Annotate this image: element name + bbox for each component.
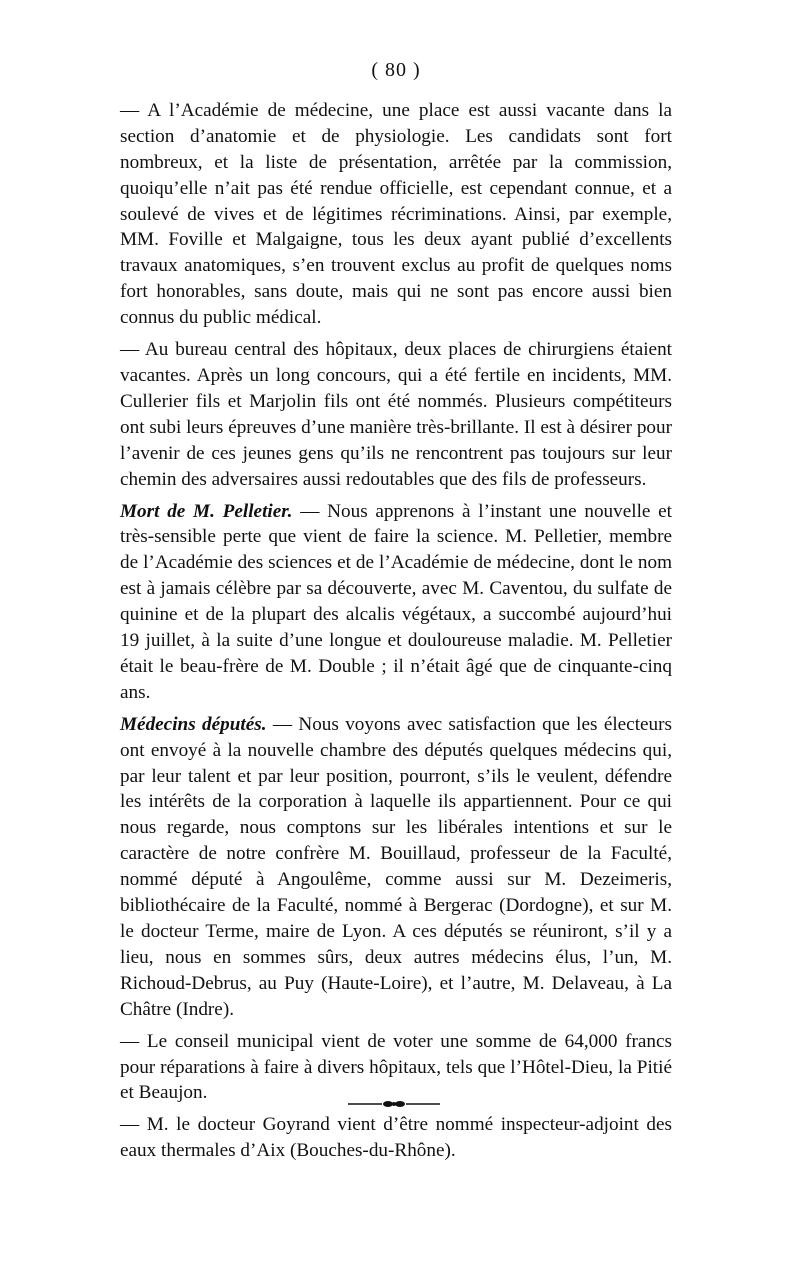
page-body (120, 58, 672, 1170)
paragraph-text: — Nous voyons avec satisfaction que les électeurs ont envoyé à la nouvelle chambre des députés quelques médecins qui, par leur talent et par leur position, pourront, s’ils le veulent, défendre les intérêts de la corporation à laquelle ils appartiennent. Pour ce qui nous regarde, nous comptons sur les libérales intentions et sur le caractère de notre confrère M. Bouillaud, professeur de la Faculté, nommé député à Angoulême, comme aussi sur M. Dezeimeris, bibliothécaire de la Faculté, nommé à Bergerac (Dordogne), et sur M. le docteur Terme, maire de Lyon. A ces députés se réuniront, s’il y a lieu, nous en sommes sûrs, deux autres médecins élus, l’un, M. Richoud-Debrus, au Puy (Haute-Loire), et l’autre, M. Delaveau, à La Châtre (Indre). (120, 713, 672, 1020)
paragraph-mort-pelletier (120, 499, 672, 706)
end-ornament (348, 1100, 440, 1108)
paragraph-medecins-deputes (120, 712, 672, 1023)
paragraph-bureau-central (120, 337, 672, 492)
paragraph-text: — Le conseil municipal vient de voter une somme de 64,000 francs pour réparations à faire à divers hôpitaux, tels que l’Hôtel-Dieu, la Pitié et Beaujon. (120, 1030, 672, 1104)
paragraph-goyrand (120, 1112, 672, 1164)
paragraph-heading: Mort de M. Pelletier. (120, 500, 293, 522)
paragraph-text: — M. le docteur Goyrand vient d’être nommé inspecteur-adjoint des eaux thermales d’Aix (Bouches-du-Rhône). (120, 1114, 672, 1162)
paragraph-text: — Au bureau central des hôpitaux, deux places de chirurgiens étaient vacantes. Après un long concours, qui a été fertile en incidents, MM. Cullerier fils et Marjolin fils ont été nommés. Plusieurs compétiteurs ont subi leurs épreuves d’une manière très-brillante. Il est à désirer pour l’avenir de ces jeunes gens qu’ils ne rencontrent pas toujours sur leur chemin des adversaires aussi redoutables que des fils de professeurs. (120, 339, 672, 490)
paragraph-heading: Médecins députés. (120, 713, 267, 735)
paragraph-text: — Nous apprenons à l’instant une nouvelle et très-sensible perte que vient de faire la science. M. Pelletier, membre de l’Académie des sciences et de l’Académie de médecine, dont le nom est à jamais célèbre par sa découverte, avec M. Caventou, du sulfate de quinine et de la plupart des alcalis végétaux, a succombé aujourd’hui 19 juillet, à la suite d’une longue et douloureuse maladie. M. Pelletier était le beau-frère de M. Double ; il n’était âgé que de cinquante-cinq ans. (120, 500, 673, 703)
page-number: ( 80 ) (371, 59, 421, 81)
paragraph-conseil-municipal (120, 1029, 672, 1107)
paragraph-academie (120, 98, 672, 331)
paragraph-text: — A l’Académie de médecine, une place est aussi vacante dans la section d’anatomie et de physiologie. Les candidats sont fort nombreux, et la liste de présentation, arrêtée par la commission, quoiqu’elle n’ait pas été rendue officielle, est cependant connue, et a soulevé de vives et de légitimes récriminations. Ainsi, par exemple, MM. Foville et Malgaigne, tous les deux ayant publié d’excellents travaux anatomiques, s’en trouvent exclus au profit de quelques noms fort honorables, sans doute, mais qui ne sont pas encore aussi bien connus du public médical. (120, 99, 672, 329)
